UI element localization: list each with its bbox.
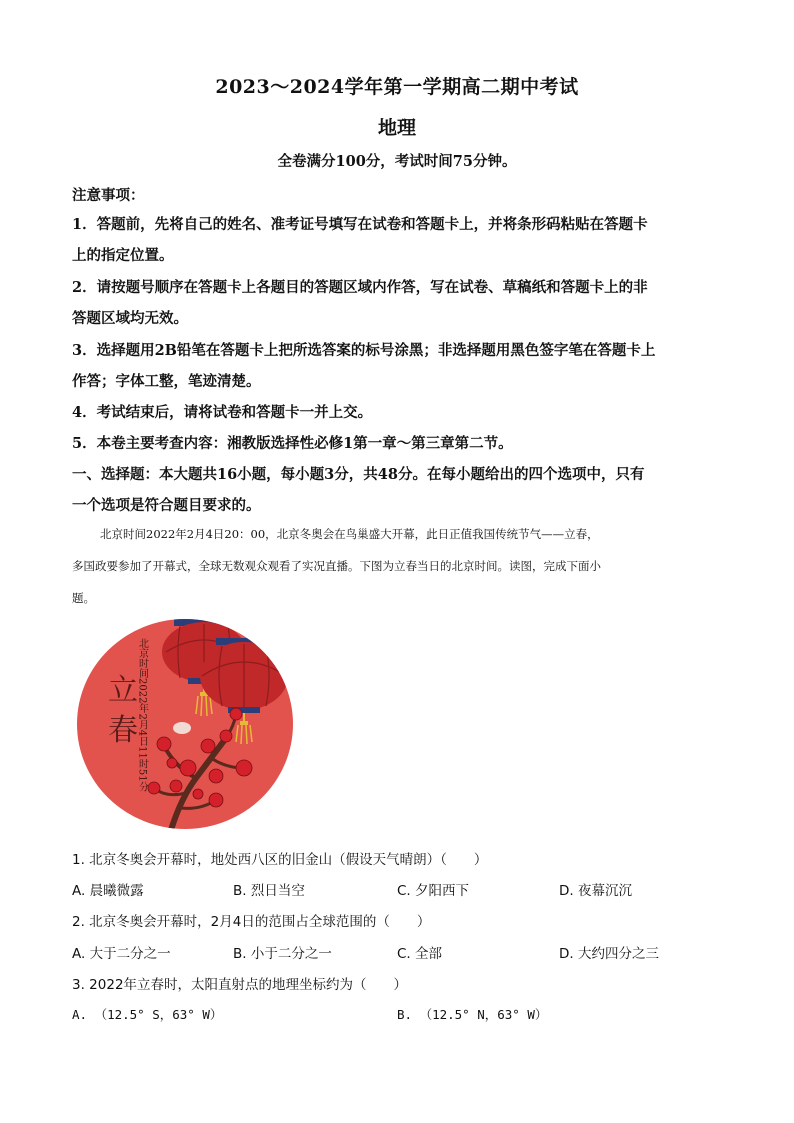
option-b: B. 小于二分之一: [233, 946, 332, 962]
passage-line: 多国政要参加了开幕式，全球无数观众观看了实况直播。下图为立春当日的北京时间。读图，完成下面小: [72, 559, 601, 573]
lichun-char-1: 立: [108, 673, 138, 708]
lichun-char-2: 春: [108, 713, 138, 748]
option-b: B. （12.5° N，63° W）: [397, 1007, 548, 1022]
notice-line: 3．选择题用2B铅笔在答题卡上把所选答案的标号涂黑；非选择题用黑色签字笔在答题卡上: [72, 342, 656, 359]
page-title: 2023～2024学年第一学期高二期中考试: [215, 76, 579, 98]
lichun-illustration: [76, 618, 294, 830]
question-stem: 2. 北京冬奥会开幕时，2月4日的范围占全球范围的（ ）: [72, 914, 431, 930]
question-stem: 1. 北京冬奥会开幕时，地处西八区的旧金山（假设天气晴朗）（ ）: [72, 852, 488, 868]
notice-line: 1．答题前，先将自己的姓名、准考证号填写在试卷和答题卡上，并将条形码粘贴在答题卡: [72, 216, 648, 233]
question-stem: 3. 2022年立春时，太阳直射点的地理坐标约为（ ）: [72, 977, 408, 993]
option-d: D. 夜幕沉沉: [559, 883, 632, 899]
option-d: D. 大约四分之三: [559, 946, 659, 962]
notice-line: 作答；字体工整，笔迹清楚。: [72, 373, 261, 390]
option-a: A. 晨曦微露: [72, 883, 144, 899]
notice-line: 上的指定位置。: [72, 247, 174, 264]
notice-line: 2．请按题号顺序在答题卡上各题目的答题区域内作答，写在试卷、草稿纸和答题卡上的非: [72, 279, 648, 296]
option-c: C. 全部: [397, 946, 443, 962]
option-a: A. （12.5° S，63° W）: [72, 1007, 223, 1022]
section-heading: 一、选择题：本大题共16小题，每小题3分，共48分。在每小题给出的四个选项中，只有: [72, 466, 645, 483]
option-b: B. 烈日当空: [233, 883, 305, 899]
subject-title: 地理: [377, 117, 416, 139]
bird-icon: [173, 722, 191, 734]
notice-line: 5．本卷主要考查内容：湘教版选择性必修1第一章～第三章第二节。: [72, 435, 513, 452]
vertical-time-text: 北京时间2022年2月4日11时51分: [136, 638, 148, 792]
notice-line: 4．考试结束后，请将试卷和答题卡一并上交。: [72, 404, 373, 421]
passage-line: 北京时间2022年2月4日20：00，北京冬奥会在鸟巢盛大开幕，此日正值我国传统节气——立春，: [100, 527, 599, 541]
notice-line: 答题区域均无效。: [72, 310, 188, 327]
score-note: 全卷满分100分，考试时间75分钟。: [277, 153, 517, 170]
option-c: C. 夕阳西下: [397, 883, 470, 899]
passage-line: 题。: [72, 591, 95, 605]
option-a: A. 大于二分之一: [72, 946, 171, 962]
section-heading: 一个选项是符合题目要求的。: [72, 497, 261, 514]
notice-heading: 注意事项：: [72, 187, 145, 204]
